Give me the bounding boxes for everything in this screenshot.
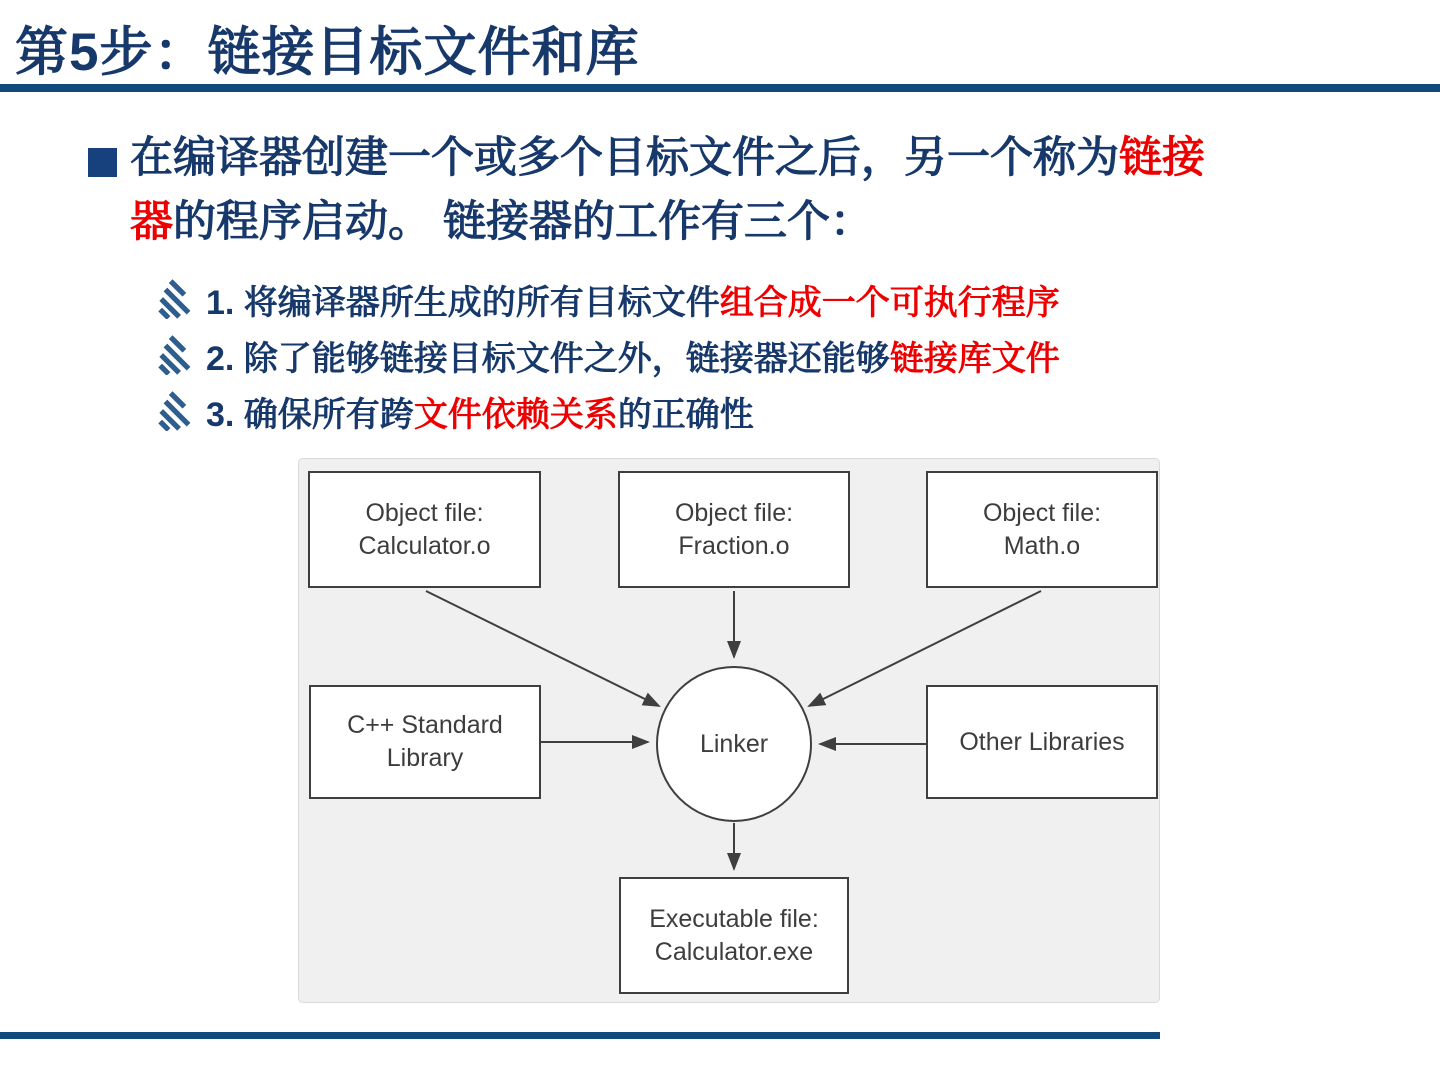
node-object-file-math [926,471,1158,588]
sub-bullet-2-text [206,331,1060,380]
node-object-file-calculator [308,471,541,588]
page-title: 第5步：链接目标文件和库 [15,23,640,82]
sub-bullet-3-navy-2: 的正确性 [617,395,754,434]
node-executable-file [619,877,849,994]
sub-bullet-1 [158,276,1060,322]
node-object-file-fraction [618,471,850,588]
footer-divider [0,1032,1160,1039]
sub-bullet-2-navy: 2. 除了能够链接目标文件之外，链接器还能够 [206,339,890,378]
sub-bullet-2 [158,332,1060,378]
main-bullet-line1-navy: 在编译器创建一个或多个目标文件之后，另一个称为 [130,134,1119,182]
sub-bullet-1-text [206,275,1060,324]
sub-bullet-2-red: 链接库文件 [889,339,1060,378]
node-label: Executable file: [649,904,819,933]
node-label: Fraction.o [678,531,790,560]
sub-bullet-3-text [206,387,754,436]
sub-bullet-1-red: 组合成一个可执行程序 [719,283,1060,322]
diagonal-stripes-bullet-icon [158,391,196,431]
node-label: C++ Standard [347,711,503,739]
node-other-libraries [926,685,1158,799]
node-label: Linker [699,729,769,758]
node-label: Object file: [365,498,484,527]
diagonal-stripes-bullet-icon [158,335,196,375]
sub-bullet-1-navy: 1. 将编译器所生成的所有目标文件 [206,283,720,322]
sub-bullet-3-red: 文件依赖关系 [413,395,618,434]
sub-bullet-3 [158,388,754,434]
node-cpp-standard-library [309,685,541,799]
diagonal-stripes-bullet-icon [158,279,196,319]
title-divider [0,84,1440,92]
node-label: Object file: [674,498,794,527]
main-bullet-line2-red: 器 [130,198,173,246]
square-bullet-marker [88,148,117,177]
node-label: Other Libraries [959,727,1125,756]
node-label: Calculator.exe [654,937,814,966]
node-label: Calculator.o [358,531,491,560]
main-bullet-line-2 [130,190,1390,254]
main-bullet-line2-navy: 的程序启动。 链接器的工作有三个： [173,198,873,246]
main-bullet-text [130,126,1390,254]
main-bullet-line1-red: 链接 [1119,134,1205,182]
node-label: Object file: [982,498,1102,527]
sub-bullet-3-navy: 3. 确保所有跨 [206,395,414,434]
node-linker-circle [656,666,812,822]
main-bullet-line-1 [130,126,1390,190]
node-label: Library [386,744,464,772]
linker-diagram [298,458,1160,1003]
node-label: Math.o [1003,531,1081,560]
